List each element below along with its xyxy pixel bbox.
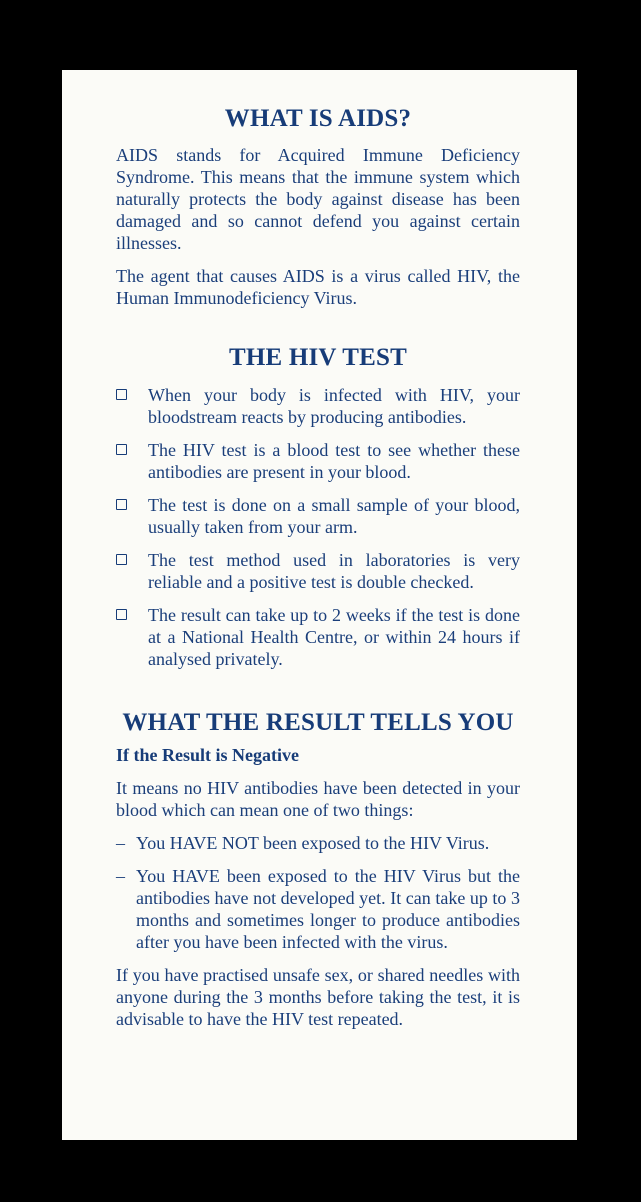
list-item: [116, 494, 520, 538]
list-item-text: The HIV test is a blood test to see whether these antibodies are present in your blood.: [148, 440, 520, 482]
hiv-test-list: [116, 384, 520, 670]
checkbox-square-icon: [116, 389, 127, 400]
list-item-text: When your body is infected with HIV, your bloodstream reacts by producing antibodies.: [148, 385, 520, 427]
checkbox-square-icon: [116, 499, 127, 510]
result-closing-paragraph: If you have practised unsafe sex, or shared needles with anyone during the 3 months before taking the test, it is advisable to have the HIV test repeated.: [116, 965, 520, 1029]
result-dash-list: [116, 832, 520, 953]
checkbox-square-icon: [116, 554, 127, 565]
list-item: [116, 549, 520, 593]
dash-bullet: –: [116, 866, 125, 886]
list-item-text: The test is done on a small sample of your blood, usually taken from your arm.: [148, 495, 520, 537]
checkbox-square-icon: [116, 444, 127, 455]
leaflet-page: [62, 70, 577, 1140]
list-item: [116, 865, 520, 953]
list-item-text: You HAVE NOT been exposed to the HIV Virus.: [136, 833, 490, 853]
heading-what-result-tells-you: WHAT THE RESULT TELLS YOU: [122, 709, 514, 736]
checkbox-square-icon: [116, 609, 127, 620]
aids-paragraph-2: The agent that causes AIDS is a virus called HIV, the Human Immunodeficiency Virus.: [116, 266, 520, 308]
aids-paragraph-1: AIDS stands for Acquired Immune Deficiency Syndrome. This means that the immune system which naturally protects the body against disease has been damaged and so cannot defend you against certain illnesses.: [116, 145, 520, 253]
subheading-result-negative: If the Result is Negative: [116, 745, 299, 765]
heading-hiv-test: THE HIV TEST: [229, 344, 407, 371]
list-item: [116, 439, 520, 483]
dash-bullet: –: [116, 833, 125, 853]
result-intro-paragraph: It means no HIV antibodies have been detected in your blood which can mean one of two things:: [116, 778, 520, 820]
list-item: [116, 384, 520, 428]
heading-what-is-aids: WHAT IS AIDS?: [224, 105, 412, 132]
list-item-text: The result can take up to 2 weeks if the test is done at a National Health Centre, or within 24 hours if analysed privately.: [148, 605, 520, 669]
list-item: [116, 604, 520, 670]
list-item-text: You HAVE been exposed to the HIV Virus but the antibodies have not developed yet. It can take up to 3 months and sometimes longer to produce antibodies after you have been infected with the virus.: [136, 866, 520, 952]
list-item-text: The test method used in laboratories is very reliable and a positive test is double checked.: [148, 550, 520, 592]
list-item: [116, 832, 520, 854]
